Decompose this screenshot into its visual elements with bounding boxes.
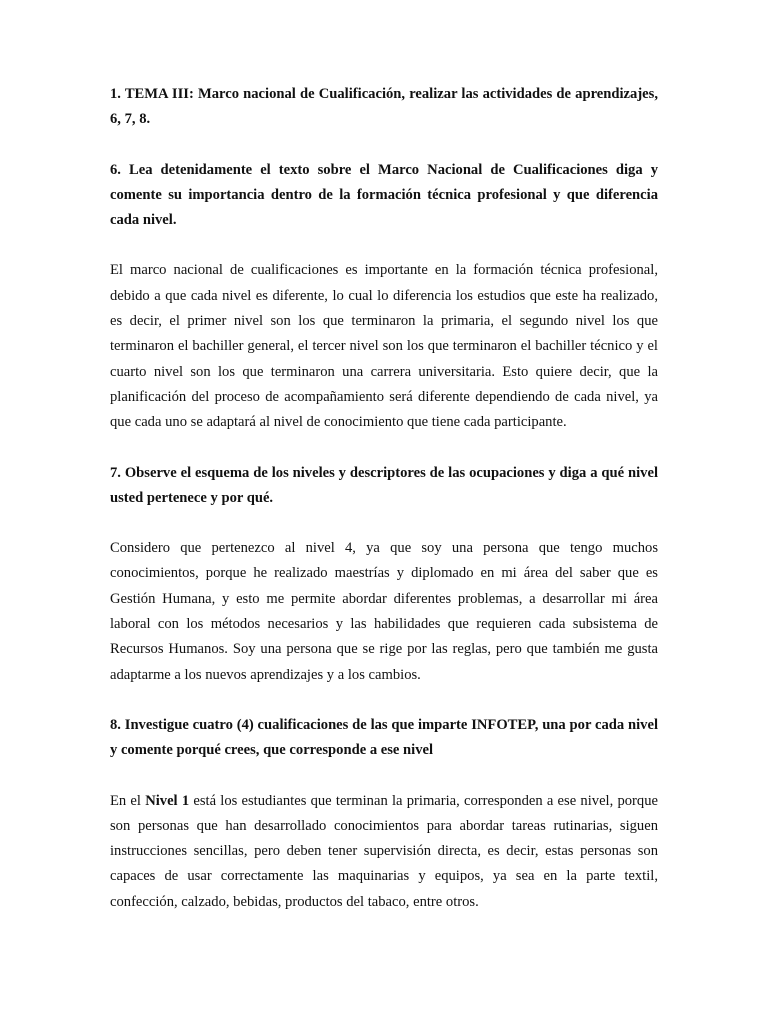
question-1-heading: 1. TEMA III: Marco nacional de Cualificación, realizar las actividades de aprendizajes, 6, 7, 8. — [110, 86, 658, 128]
question-7-heading: 7. Observe el esquema de los niveles y descriptores de las ocupaciones y diga a qué nivel usted pertenece y por qué. — [110, 464, 658, 506]
question-8-heading: 8. Investigue cuatro (4) cualificaciones de las que imparte INFOTEP, una por cada nivel y comente porqué crees, que corresponde a ese nivel — [110, 716, 658, 759]
question-7-answer: Considero que pertenezco al nivel 4, ya que soy una persona que tengo muchos conocimientos, porque he realizado maestrías y diplomado en mi área del saber que es Gestión Humana, y esto me permite abordar diferentes problemas, a desarrollar mi área laboral con los métodos necesarios y las habilidades que requieren cada subsistema de Recursos Humanos. Soy una persona que se rige por las reglas, pero que también me gusta adaptarme a los nuevos aprendizajes y a los cambios. — [110, 540, 658, 683]
question-8-answer — [110, 789, 658, 915]
question-6-heading: 6. Lea detenidamente el texto sobre el Marco Nacional de Cualificaciones diga y comente su importancia dentro de la formación técnica profesional y que diferencia cada nivel. — [110, 161, 658, 229]
question-6-answer: El marco nacional de cualificaciones es importante en la formación técnica profesional, debido a que cada nivel es diferente, lo cual lo diferencia los estudios que este ha realizado, es decir, el primer nivel son los que terminaron la primaria, el segundo nivel los que terminaron el bachiller general, el tercer nivel son los que terminaron el bachiller técnico y el cuarto nivel son los que terminaron una carrera universitaria. Esto quiere decir, que la planificación del proceso de acompañamiento será diferente dependiendo de cada nivel, ya que cada uno se adaptará al nivel de conocimiento que tiene cada participante. — [110, 262, 658, 431]
question-8-answer-rest: está los estudiantes que terminan la primaria, corresponden a ese nivel, porque son personas que han desarrollado conocimientos para abordar tareas rutinarias, siguen instrucciones sencillas, pero deben tener supervisión directa, es decir, estas personas son capaces de usar correctamente las maquinarias y equipos, ya sea en la parte textil, confección, calzado, bebidas, productos del tabaco, entre otros. — [110, 792, 658, 910]
question-8-answer-prefix: En el — [110, 792, 146, 809]
document-page — [110, 82, 658, 940]
question-8-answer-level: Nivel 1 — [145, 792, 190, 809]
